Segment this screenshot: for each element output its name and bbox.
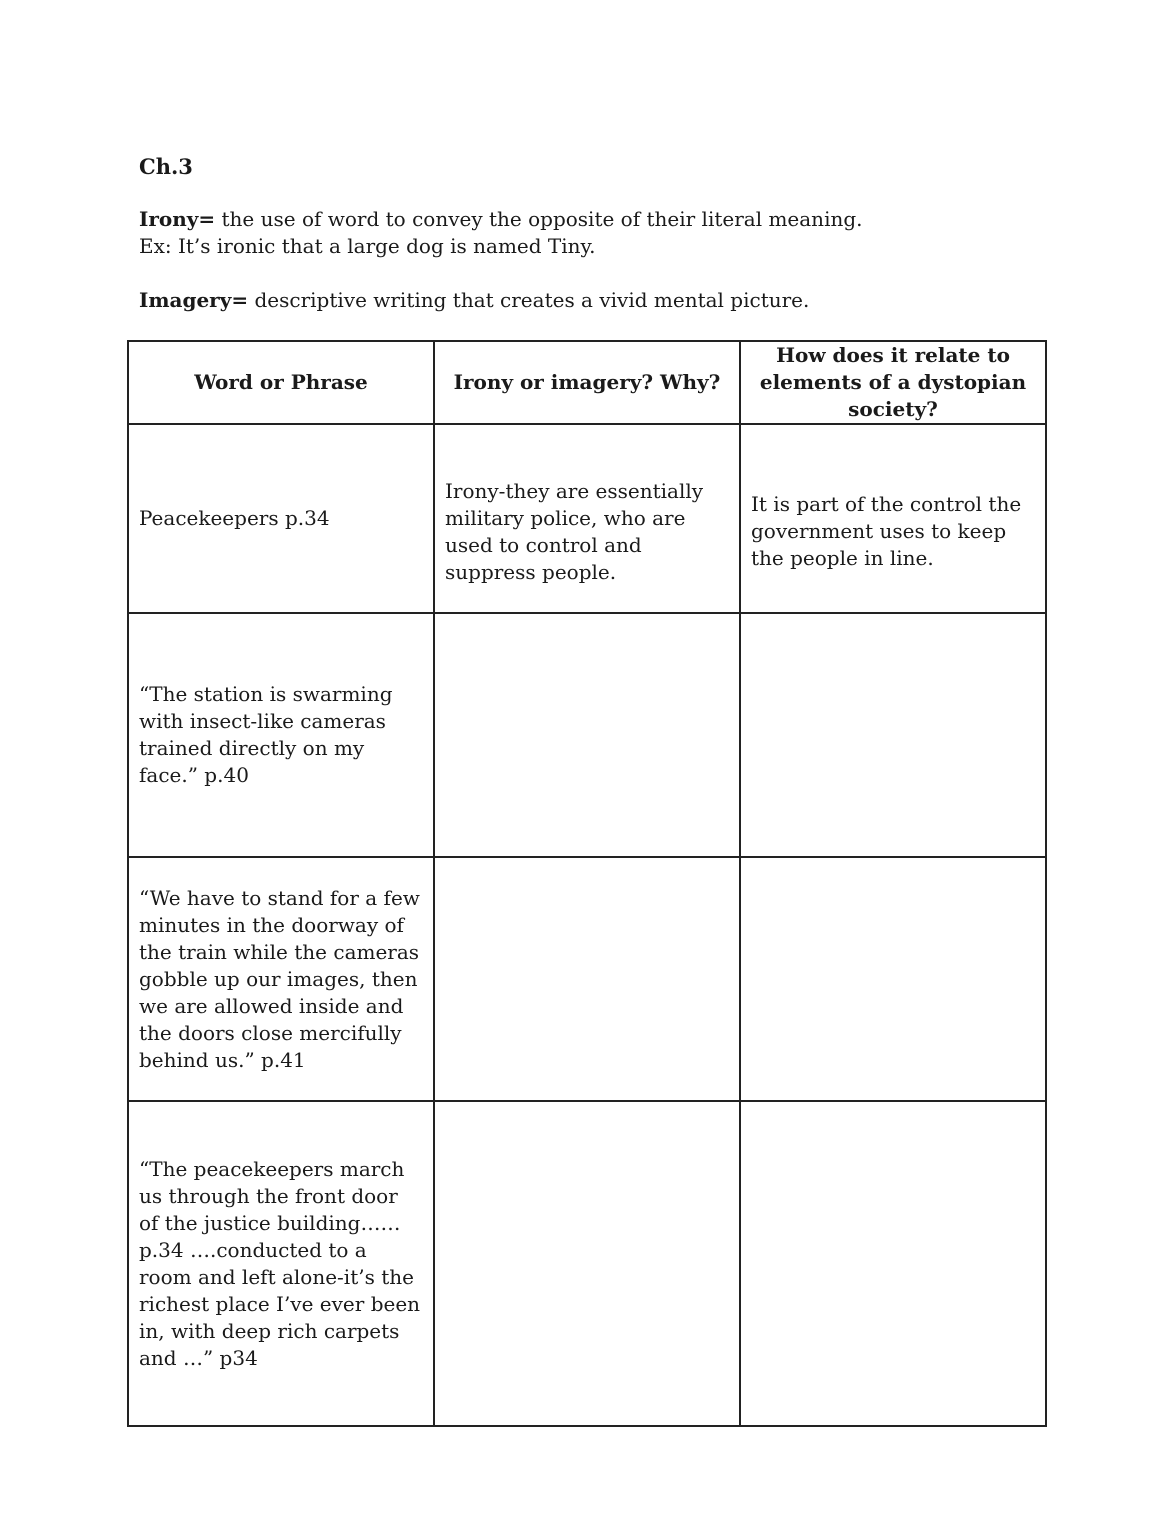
relation-cell[interactable] [740, 613, 1046, 857]
relation-cell[interactable]: It is part of the control the government uses to keep the people in line. [740, 424, 1046, 613]
table-header-row [128, 341, 1046, 424]
imagery-term: Imagery= [139, 288, 249, 312]
analysis-table [127, 340, 1047, 1427]
imagery-definition [139, 287, 1079, 314]
irony-definition [139, 206, 1079, 233]
relation-cell[interactable] [740, 857, 1046, 1101]
chapter-heading: Ch.3 [139, 154, 193, 179]
phrase-cell: “We have to stand for a few minutes in the doorway of the train while the cameras gobble up our images, then we are allowed inside and the doors close mercifully behind us.” p.41 [128, 857, 434, 1101]
header-irony-or-imagery: Irony or imagery? Why? [434, 341, 740, 424]
phrase-cell: “The peacekeepers march us through the front door of the justice building……p.34 ….conducted to a room and left alone-it’s the richest place I’ve ever been in, with deep rich carpets and …” p34 [128, 1101, 434, 1426]
table-row [128, 424, 1046, 613]
phrase-cell: “The station is swarming with insect-like cameras trained directly on my face.” p.40 [128, 613, 434, 857]
header-word-or-phrase: Word or Phrase [128, 341, 434, 424]
header-dystopian-relation: How does it relate to elements of a dystopian society? [740, 341, 1046, 424]
table-row [128, 613, 1046, 857]
irony-term: Irony= [139, 207, 216, 231]
table-row [128, 1101, 1046, 1426]
irony-example: Ex: It’s ironic that a large dog is named Tiny. [139, 234, 596, 258]
phrase-cell: Peacekeepers p.34 [128, 424, 434, 613]
irony-imagery-cell[interactable] [434, 1101, 740, 1426]
irony-imagery-cell[interactable] [434, 613, 740, 857]
imagery-text: descriptive writing that creates a vivid mental picture. [248, 288, 810, 312]
relation-cell[interactable] [740, 1101, 1046, 1426]
irony-imagery-cell[interactable] [434, 857, 740, 1101]
irony-imagery-cell[interactable]: Irony-they are essentially military police, who are used to control and suppress people. [434, 424, 740, 613]
irony-text: the use of word to convey the opposite of their literal meaning. [215, 207, 863, 231]
definitions-block [139, 206, 1079, 314]
table-row [128, 857, 1046, 1101]
